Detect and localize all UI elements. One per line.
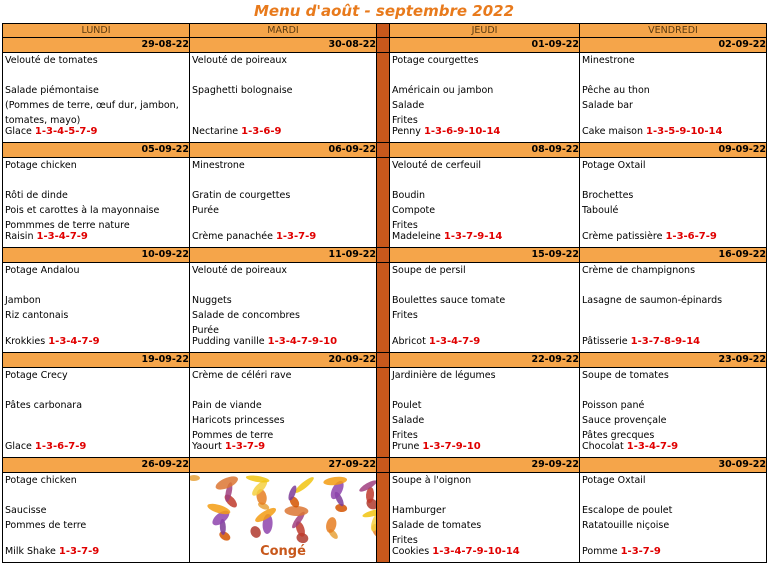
- dessert-line: [192, 124, 281, 139]
- menu-cell-content: [3, 53, 189, 142]
- dessert-text: Nectarine: [192, 126, 239, 137]
- dish-text: Pâtes grecques: [582, 430, 655, 441]
- dish-text: Riz cantonais: [5, 310, 69, 321]
- soup-text: Potage Crecy: [5, 370, 68, 381]
- dish-text: Salade de tomates: [392, 520, 482, 531]
- dish-text: Sauce provençale: [582, 415, 667, 426]
- soup-text: Potage chicken: [5, 475, 77, 486]
- date-row: [3, 248, 767, 263]
- dish-text: Compote: [392, 205, 436, 216]
- menu-row: [3, 263, 767, 353]
- menu-cell-content: [190, 158, 376, 247]
- dish-text: [190, 278, 376, 293]
- dish-text: [190, 68, 376, 83]
- allergen-codes: 1-3-6-7-9: [665, 231, 717, 242]
- dish-text: [580, 383, 766, 398]
- date-cell: 02-09-22: [580, 38, 767, 53]
- soup-text: Velouté de cerfeuil: [392, 160, 482, 171]
- dessert-text: Milk Shake: [5, 546, 56, 557]
- dessert-text: Glace: [5, 126, 32, 137]
- dish-text: Salade: [392, 100, 425, 111]
- date-cell: 27-09-22: [190, 458, 377, 473]
- menu-row: [3, 368, 767, 458]
- date-cell: 11-09-22: [190, 248, 377, 263]
- dessert-text: Prune: [392, 441, 420, 452]
- menu-cell: [3, 368, 190, 458]
- date-cell: 20-09-22: [190, 353, 377, 368]
- dish-text: Pain de viande: [192, 400, 262, 411]
- dish-text: Rôti de dinde: [5, 190, 68, 201]
- allergen-codes: 1-3-6-9-10-14: [423, 126, 501, 137]
- dish-text: Pommes de terre: [5, 520, 87, 531]
- menu-cell: [390, 473, 580, 563]
- column-separator: [377, 24, 390, 38]
- dish-text: Poisson pané: [582, 400, 645, 411]
- column-separator: [377, 473, 390, 563]
- dish-text: [3, 488, 189, 503]
- autumn-leaves-image: [190, 473, 376, 543]
- menu-cell: [390, 263, 580, 353]
- dish-text: Escalope de poulet: [582, 505, 673, 516]
- soup-text: Potage chicken: [5, 160, 77, 171]
- soup-text: Minestrone: [192, 160, 245, 171]
- dish-text: Spaghetti bolognaise: [192, 85, 293, 96]
- menu-cell: [3, 263, 190, 353]
- dessert-line: [192, 334, 337, 349]
- soup-text: Soupe à l'oignon: [392, 475, 472, 486]
- dish-text: [3, 383, 189, 398]
- dish-text: [190, 383, 376, 398]
- leaf-shape: [249, 524, 263, 539]
- allergen-codes: 1-3-4-7-9: [48, 336, 100, 347]
- dessert-text: Cake maison: [582, 126, 643, 137]
- column-separator: [377, 53, 390, 143]
- dish-text: Pâtes carbonara: [5, 400, 83, 411]
- dessert-line: [582, 334, 700, 349]
- date-cell: 30-09-22: [580, 458, 767, 473]
- column-separator: [377, 353, 390, 368]
- allergen-codes: 1-3-4-7-9: [428, 336, 481, 347]
- soup-text: Potage courgettes: [392, 55, 479, 66]
- menu-body: [3, 24, 767, 563]
- date-cell: 05-09-22: [3, 143, 190, 158]
- dessert-text: Crème patissière: [582, 231, 663, 242]
- column-separator: [377, 458, 390, 473]
- dessert-text: Pudding vanille: [192, 336, 265, 347]
- menu-cell-content: [390, 263, 579, 352]
- day-header-monday: LUNDI: [3, 24, 190, 38]
- date-cell: 26-09-22: [3, 458, 190, 473]
- dessert-line: [582, 544, 661, 559]
- menu-cell: [190, 53, 377, 143]
- dish-text: Gratin de courgettes: [192, 190, 291, 201]
- dish-text: Pêche au thon: [582, 85, 650, 96]
- menu-cell-content: [390, 473, 579, 562]
- dessert-line: [582, 229, 717, 244]
- dish-text: [580, 308, 766, 323]
- menu-cell-content: [190, 53, 376, 142]
- dessert-line: [5, 544, 99, 559]
- dessert-line: [192, 229, 316, 244]
- soup-text: Jardinière de légumes: [392, 370, 496, 381]
- dish-text: Poulet: [392, 400, 422, 411]
- dish-text: Jambon: [5, 295, 41, 306]
- soup-text: Velouté de tomates: [5, 55, 98, 66]
- menu-row: [3, 158, 767, 248]
- date-row: [3, 143, 767, 158]
- menu-cell: [3, 473, 190, 563]
- date-row: [3, 458, 767, 473]
- dessert-line: [5, 124, 97, 139]
- date-cell: 10-09-22: [3, 248, 190, 263]
- dessert-text: Raisin: [5, 231, 34, 242]
- menu-cell: [390, 368, 580, 458]
- dish-text: Saucisse: [5, 505, 47, 516]
- dessert-line: [392, 544, 520, 559]
- menu-cell-content: [390, 53, 579, 142]
- leaf-shape: [325, 516, 338, 534]
- dessert-line: [392, 124, 500, 139]
- menu-cell: [580, 368, 767, 458]
- menu-table: [2, 23, 767, 563]
- date-row: [3, 38, 767, 53]
- date-cell: 08-09-22: [390, 143, 580, 158]
- column-separator: [377, 368, 390, 458]
- dessert-text: Chocolat: [582, 441, 624, 452]
- dish-text: [390, 488, 579, 503]
- allergen-codes: 1-3-4-7-9-10: [267, 336, 338, 347]
- day-header-friday: VENDREDI: [580, 24, 767, 38]
- dish-text: (Pommes de terre, œuf dur, jambon,: [5, 100, 179, 111]
- day-header-row: [3, 24, 767, 38]
- leaf-shape: [190, 475, 200, 481]
- soup-text: Velouté de poireaux: [192, 55, 288, 66]
- menu-cell-content: [190, 368, 376, 457]
- page-title: Menu d'août - septembre 2022: [253, 2, 515, 20]
- dessert-line: [392, 439, 481, 454]
- holiday-box: [190, 473, 376, 562]
- soup-text: Potage Andalou: [5, 265, 80, 276]
- dish-text: Lasagne de saumon-épinards: [582, 295, 723, 306]
- menu-row: [3, 473, 767, 563]
- dish-text: Pommes de terre: [192, 430, 274, 441]
- dish-text: [3, 173, 189, 188]
- dish-text: Purée: [192, 325, 219, 336]
- soup-text: Potage Oxtail: [582, 475, 646, 486]
- allergen-codes: 1-3-4-7-9: [36, 231, 88, 242]
- dish-text: tomates, mayo): [5, 115, 81, 126]
- dish-text: Frites: [392, 220, 418, 231]
- day-header-tuesday: MARDI: [190, 24, 377, 38]
- dish-text: Frites: [392, 430, 418, 441]
- soup-text: Minestrone: [582, 55, 635, 66]
- menu-cell: [390, 53, 580, 143]
- allergen-codes: 1-3-7-9: [58, 546, 100, 557]
- menu-cell: [190, 368, 377, 458]
- dessert-text: Penny: [392, 126, 421, 137]
- date-cell: 22-09-22: [390, 353, 580, 368]
- dessert-text: Yaourt: [192, 441, 222, 452]
- dish-text: Salade bar: [582, 100, 633, 111]
- dish-text: [580, 278, 766, 293]
- dish-text: Pois et carottes à la mayonnaise: [5, 205, 160, 216]
- menu-cell-content: [390, 158, 579, 247]
- menu-cell-content: [3, 263, 189, 352]
- dessert-line: [5, 229, 88, 244]
- dish-text: Taboulé: [582, 205, 619, 216]
- dish-text: Frites: [392, 535, 418, 546]
- dish-text: Haricots princesses: [192, 415, 285, 426]
- menu-cell-content: [3, 473, 189, 562]
- dish-text: Pommmes de terre nature: [5, 220, 130, 231]
- menu-cell-content: [3, 368, 189, 457]
- dish-text: Salade: [392, 415, 425, 426]
- date-cell: 23-09-22: [580, 353, 767, 368]
- dessert-line: [582, 439, 678, 454]
- dish-text: Brochettes: [582, 190, 634, 201]
- date-cell: 09-09-22: [580, 143, 767, 158]
- dish-text: [3, 68, 189, 83]
- allergen-codes: 1-3-7-9: [275, 231, 317, 242]
- leaf-shape: [293, 475, 315, 495]
- dessert-text: Pomme: [582, 546, 618, 557]
- allergen-codes: 1-3-4-5-7-9: [34, 126, 98, 137]
- allergen-codes: 1-3-4-7-9: [626, 441, 679, 452]
- dessert-line: [392, 229, 502, 244]
- dessert-text: Abricot: [392, 336, 426, 347]
- dessert-text: Glace: [5, 441, 32, 452]
- menu-cell: [580, 53, 767, 143]
- dessert-line: [192, 439, 265, 454]
- allergen-codes: 1-3-5-9-10-14: [646, 126, 723, 137]
- menu-cell: [3, 53, 190, 143]
- dish-text: [390, 68, 579, 83]
- dessert-text: Madeleine: [392, 231, 441, 242]
- date-cell: 06-09-22: [190, 143, 377, 158]
- dish-text: [190, 173, 376, 188]
- menu-cell-content: [580, 473, 766, 562]
- dessert-text: Krokkies: [5, 336, 46, 347]
- dish-text: [390, 383, 579, 398]
- dessert-line: [392, 334, 480, 349]
- soup-text: Soupe de persil: [392, 265, 466, 276]
- menu-cell: [190, 158, 377, 248]
- dish-text: [580, 488, 766, 503]
- holiday-label: Congé: [260, 544, 306, 559]
- dessert-text: Crème panachée: [192, 231, 273, 242]
- dish-text: Purée: [192, 205, 219, 216]
- leaf-shape: [323, 476, 348, 487]
- menu-cell-content: [190, 263, 376, 352]
- soup-text: Soupe de tomates: [582, 370, 669, 381]
- menu-cell: [580, 158, 767, 248]
- allergen-codes: 1-3-7-9: [224, 441, 266, 452]
- allergen-codes: 1-3-7-9: [620, 546, 661, 557]
- dish-text: Américain ou jambon: [392, 85, 494, 96]
- dish-text: Boudin: [392, 190, 426, 201]
- column-separator: [377, 38, 390, 53]
- column-separator: [377, 248, 390, 263]
- date-cell: 29-09-22: [390, 458, 580, 473]
- dish-text: Nuggets: [192, 295, 232, 306]
- dish-text: [3, 278, 189, 293]
- menu-cell: [3, 158, 190, 248]
- allergen-codes: 1-3-7-9-10: [422, 441, 481, 452]
- holiday-cell: [190, 473, 377, 563]
- date-cell: 30-08-22: [190, 38, 377, 53]
- dish-text: [3, 413, 189, 428]
- allergen-codes: 1-3-7-9-14: [443, 231, 503, 242]
- date-cell: 15-09-22: [390, 248, 580, 263]
- dish-text: Salade piémontaise: [5, 85, 99, 96]
- dish-text: [190, 98, 376, 113]
- date-cell: 29-08-22: [3, 38, 190, 53]
- menu-cell: [190, 263, 377, 353]
- soup-text: Velouté de poireaux: [192, 265, 288, 276]
- dish-text: [580, 68, 766, 83]
- menu-cell-content: [580, 158, 766, 247]
- column-separator: [377, 143, 390, 158]
- dish-text: [390, 278, 579, 293]
- dish-text: [580, 173, 766, 188]
- allergen-codes: 1-3-7-8-9-14: [630, 336, 701, 347]
- allergen-codes: 1-3-4-7-9-10-14: [432, 546, 520, 557]
- soup-text: Potage Oxtail: [582, 160, 646, 171]
- dish-text: [390, 173, 579, 188]
- menu-cell-content: [3, 158, 189, 247]
- menu-cell: [580, 263, 767, 353]
- date-cell: 16-09-22: [580, 248, 767, 263]
- dish-text: Frites: [392, 115, 418, 126]
- dish-text: Salade de concombres: [192, 310, 300, 321]
- allergen-codes: 1-3-6-9: [241, 126, 282, 137]
- allergen-codes: 1-3-6-7-9: [34, 441, 87, 452]
- menu-cell-content: [390, 368, 579, 457]
- menu-cell: [390, 158, 580, 248]
- dish-text: Hamburger: [392, 505, 446, 516]
- menu-cell: [580, 473, 767, 563]
- soup-text: Crème de champignons: [582, 265, 696, 276]
- menu-cell-content: [580, 368, 766, 457]
- day-header-thursday: JEUDI: [390, 24, 580, 38]
- dish-text: Boulettes sauce tomate: [392, 295, 506, 306]
- column-separator: [377, 263, 390, 353]
- date-row: [3, 353, 767, 368]
- dessert-text: Pâtisserie: [582, 336, 628, 347]
- date-cell: 19-09-22: [3, 353, 190, 368]
- dessert-line: [582, 124, 722, 139]
- date-cell: 01-09-22: [390, 38, 580, 53]
- menu-cell-content: [580, 263, 766, 352]
- dish-text: Ratatouille niçoise: [582, 520, 670, 531]
- dessert-line: [5, 439, 86, 454]
- menu-row: [3, 53, 767, 143]
- dish-text: Frites: [392, 310, 418, 321]
- soup-text: Crème de céléri rave: [192, 370, 292, 381]
- menu-cell-content: [580, 53, 766, 142]
- dessert-line: [5, 334, 100, 349]
- column-separator: [377, 158, 390, 248]
- dessert-text: Cookies: [392, 546, 430, 557]
